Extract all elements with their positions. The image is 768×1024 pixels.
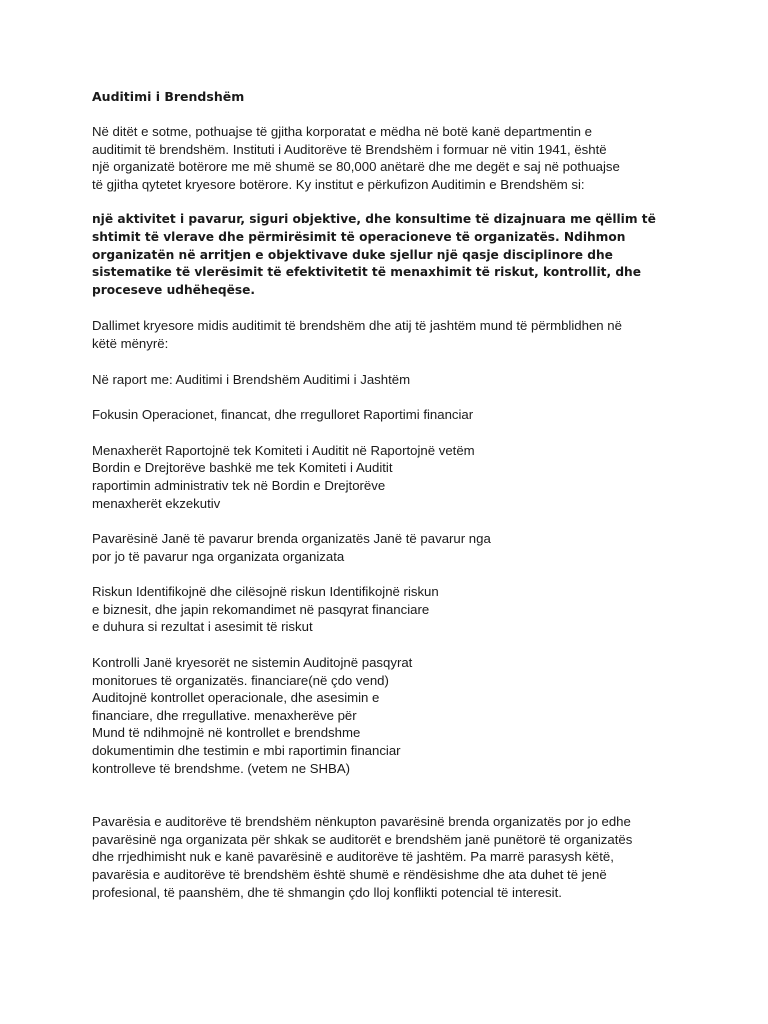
- conclusion-paragraph: [92, 813, 692, 901]
- text-line: financiare, dhe rregullative. menaxherëve për: [92, 707, 357, 723]
- text-line: monitorues të organizatës. financiare(në çdo vend): [92, 672, 389, 688]
- text-line: raportimin administrativ tek në Bordin e Drejtorëve: [92, 477, 386, 493]
- text-line: sistematike të vlerësimit të efektivitetit të menaxhimit të riskut, kontrollit, dhe: [92, 265, 641, 280]
- differences-intro-paragraph: [92, 317, 692, 352]
- risk-row: [92, 583, 692, 636]
- text-line: pavarësia e auditorëve të brendshëm është shumë e rëndësishme dhe ata duhet të jenë: [92, 867, 607, 882]
- text-line: Pavarësia e auditorëve të brendshëm nënkupton pavarësinë brenda organizatës por jo edhe: [92, 814, 631, 830]
- text-line: një organizatë botërore me më shumë se 80,000 anëtarë dhe me degët e saj në pothuajse: [92, 159, 620, 175]
- intro-paragraph: [92, 123, 692, 193]
- text-line: menaxherët ekzekutiv: [92, 495, 221, 511]
- text-line: Mund të ndihmojnë në kontrollet e brendshme: [92, 725, 361, 741]
- table-header-row: [92, 371, 692, 389]
- text-line: organizatën në arritjen e objektivave duke sjellur një qasje disciplinore dhe: [92, 247, 613, 262]
- text-line: auditimit të brendshëm. Instituti i Auditorëve të Brendshëm i formuar në vitin 1941, është: [92, 141, 607, 157]
- text-line: Në ditët e sotme, pothuajse të gjitha korporatat e mëdha në botë kanë departmentin e: [92, 124, 592, 139]
- definition-paragraph: [92, 211, 692, 299]
- text-line: Dallimet kryesore midis auditimit të brendshëm dhe atij të jashtëm mund të përmblidhen në: [92, 318, 622, 334]
- text-line: proceseve udhëheqëse.: [92, 282, 255, 297]
- text-line: e duhura si rezultat i asesimit të riskut: [92, 619, 313, 635]
- text-line: një aktivitet i pavarur, siguri objektive, dhe konsultime të dizajnuara me qëllim të: [92, 212, 656, 227]
- text-line: pavarësinë nga organizata për shkak se auditorët e brendshëm janë punëtorë të organizatës: [92, 831, 633, 847]
- text-line: Riskun Identifikojnë dhe cilësojnë riskun Identifikojnë riskun: [92, 584, 439, 600]
- text-line: Fokusin Operacionet, financat, dhe rregulloret Raportimi financiar: [92, 407, 474, 423]
- text-line: Në raport me: Auditimi i Brendshëm Auditimi i Jashtëm: [92, 371, 411, 387]
- focus-row: [92, 406, 692, 424]
- document-title: Auditimi i Brendshëm: [92, 89, 245, 104]
- text-line: këtë mënyrë:: [92, 335, 169, 351]
- control-row: [92, 654, 692, 777]
- text-line: Menaxherët Raportojnë tek Komiteti i Auditit në Raportojnë vetëm: [92, 442, 475, 458]
- text-line: Bordin e Drejtorëve bashkë me tek Komiteti i Auditit: [92, 460, 393, 476]
- document-page: [92, 88, 692, 919]
- text-line: profesional, të paanshëm, dhe të shmangin çdo lloj konflikti potencial të interesit.: [92, 884, 562, 900]
- text-line: shtimit të vlerave dhe përmirësimit të operacioneve të organizatës. Ndihmon: [92, 229, 626, 244]
- text-line: e biznesit, dhe japin rekomandimet në pasqyrat financiare: [92, 601, 430, 617]
- managers-row: [92, 442, 692, 512]
- text-line: Kontrolli Janë kryesorët ne sistemin Auditojnë pasqyrat: [92, 655, 413, 671]
- text-line: të gjitha qytetet kryesore botërore. Ky institut e përkufizon Auditimin e Brendshëm si:: [92, 176, 585, 192]
- independence-row: [92, 530, 692, 565]
- text-line: por jo të pavarur nga organizata organizata: [92, 548, 345, 564]
- text-line: dokumentimin dhe testimin e mbi raportimin financiar: [92, 743, 401, 759]
- text-line: dhe rrjedhimisht nuk e kanë pavarësinë e auditorëve të jashtëm. Pa marrë parasysh këtë,: [92, 849, 614, 865]
- text-line: kontrolleve të brendshme. (vetem ne SHBA): [92, 760, 351, 776]
- text-line: Auditojnë kontrollet operacionale, dhe asesimin e: [92, 690, 380, 706]
- text-line: Pavarësinë Janë të pavarur brenda organizatës Janë të pavarur nga: [92, 531, 491, 547]
